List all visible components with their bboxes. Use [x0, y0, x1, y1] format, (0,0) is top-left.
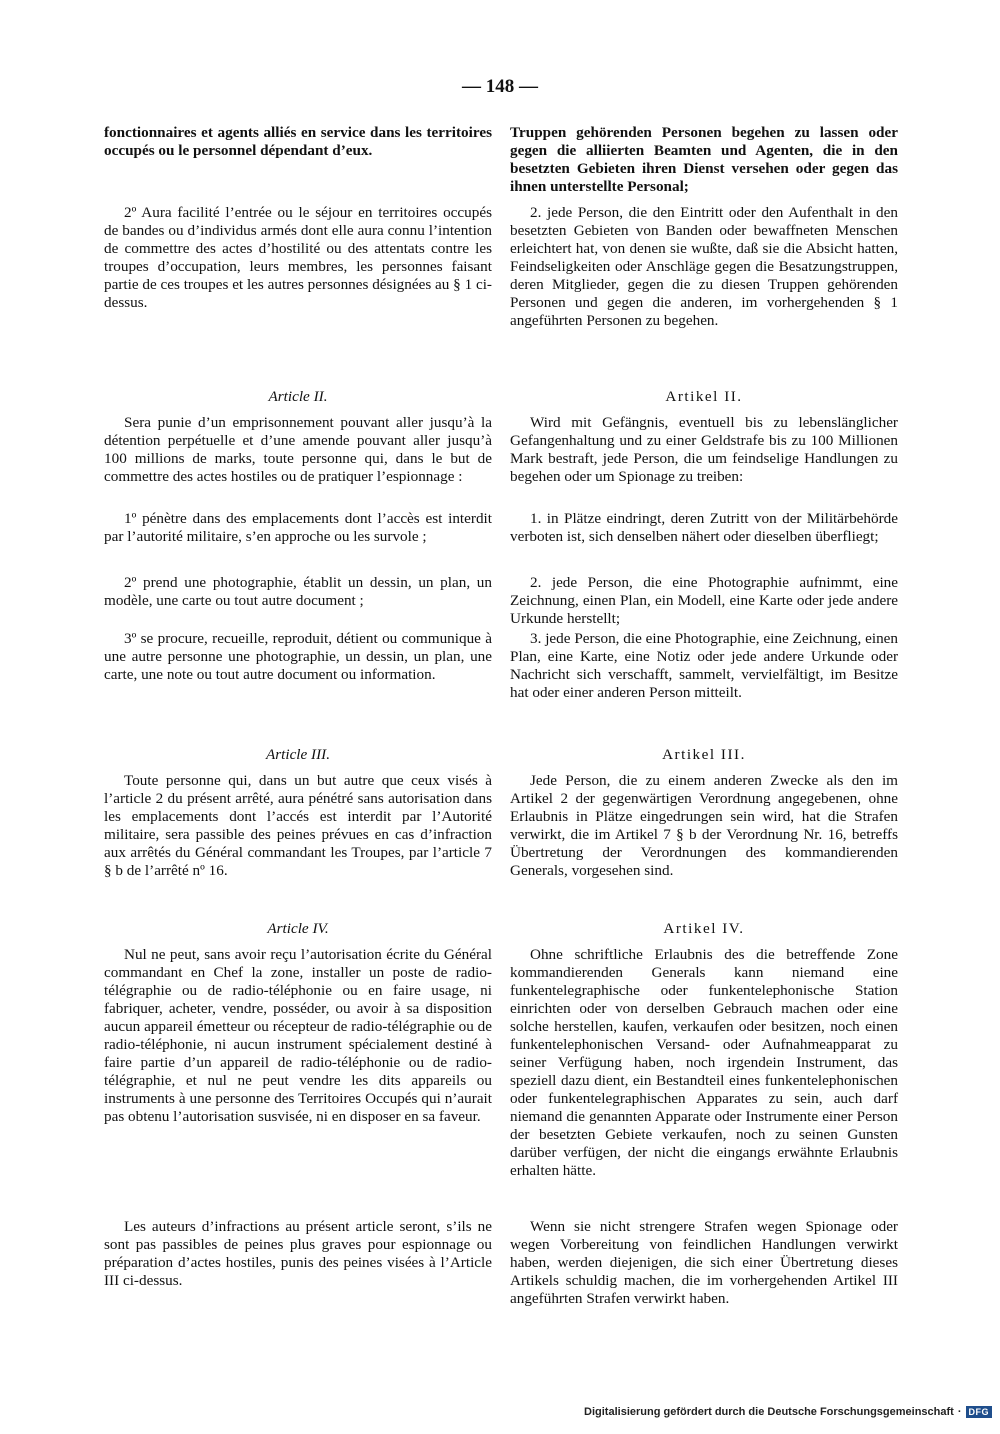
- french-article-2-heading: Article II.: [268, 388, 328, 405]
- dfg-logo-icon: DFG: [966, 1406, 993, 1418]
- german-article-4-penalty: Wenn sie nicht strengere Strafen wegen Spionage oder wegen Vorbereitung von feindlichen Handlungen verwirkt haben, werden diejenigen, die sich einer Übertretung dieses Artikels schuldig machen, die im vorhergehenden Artikel III angeführten Strafen verwirkt haben.: [510, 1218, 898, 1307]
- french-article-3-text: Toute personne qui, dans un but autre que ceux visés à l’article 2 du présent arrêté, aura pénétré sans autorisation dans les emplacements dont l’accés est interdit par l’Autorité militaire, sera passible des peines prévues en cas d’infraction aux arrêtés du Général commandant les Troupes, par l’article 7 § b de l’arrêté nº 16.: [104, 772, 492, 879]
- german-continuation: Truppen gehörenden Personen begehen zu lassen oder gegen die alliierten Beamten und Agenten, die in den besetzten Gebieten ihren Dienst versehen oder gegen das ihnen unterstellte Personal;: [510, 124, 898, 195]
- digitization-footer: [584, 1406, 992, 1418]
- german-article-2-heading: Artikel II.: [665, 388, 743, 405]
- german-article-3-heading: Artikel III.: [662, 746, 746, 763]
- french-article-2-item-2: 2º prend une photographie, établit un dessin, un plan, un modèle, une carte ou tout autre document ;: [104, 574, 492, 609]
- french-article-4-heading: Article IV.: [267, 920, 329, 937]
- german-article-3-text: Jede Person, die zu einem anderen Zwecke als den im Artikel 2 der gegenwärtigen Verordnung angegebenen, ohne Erlaubnis in Plätze eingedrungen sein wird, hat die Strafen verwirkt, die im Artikel 7 § b der Verordnung Nr. 16, betreffs Übertretung der Verordnungen des kommandierenden Generals, vorgesehen sind.: [510, 772, 898, 879]
- french-article-4-penalty: Les auteurs d’infractions au présent article seront, s’ils ne sont pas passibles de peines plus graves pour espionnage ou préparation d’actes hostiles, punis des peines visées à l’Article III ci-dessus.: [104, 1218, 492, 1289]
- footer-credit: Digitalisierung gefördert durch die Deutsche Forschungsgemeinschaft: [584, 1406, 954, 1418]
- german-article-2-item-1: 1. in Plätze eindringt, deren Zutritt von der Militärbehörde verboten ist, sich denselben nähert oder dieselben überfliegt;: [510, 510, 898, 545]
- footer-separator: ·: [957, 1406, 962, 1418]
- german-article-4-heading: Artikel IV.: [663, 920, 745, 937]
- french-continuation: fonctionnaires et agents alliés en service dans les territoires occupés ou le personnel dépendant d’eux.: [104, 124, 492, 159]
- page-number: — 148 —: [462, 76, 538, 97]
- french-article-3-heading: Article III.: [265, 746, 331, 763]
- german-article-2-item-2: 2. jede Person, die eine Photographie aufnimmt, eine Zeichnung, einen Plan, ein Modell, eine Karte oder jede andere Urkunde herstellt;: [510, 574, 898, 627]
- german-article-2-intro: Wird mit Gefängnis, eventuell bis zu lebenslänglicher Gefangenhaltung und zu einer Geldstrafe bis zu 100 Millionen Mark bestraft, jede Person, die um feindselige Handlungen zu begehen oder um Spionage zu treiben:: [510, 414, 898, 485]
- french-paragraph-2: 2º Aura facilité l’entrée ou le séjour en territoires occupés de bandes ou d’individus armés dont elle aura connu l’intention de commettre des actes d’hostilité ou des attentats contre les troupes d’occupation, leurs membres, les personnes faisant partie de ces troupes et les autres personnes désignées au § 1 ci-dessus.: [104, 204, 492, 311]
- german-paragraph-2: 2. jede Person, die den Eintritt oder den Aufenthalt in den besetzten Gebieten von Banden oder bewaffneten Menschen erleichtert hat, von denen sie wußte, daß sie die Absicht hatten, Feindseligkeiten oder Anschläge gegen die Besatzungstruppen, deren Mitglieder, gegen die zu diesen Truppen gehörenden Personen und gegen die anderen, im vorhergehenden § 1 angeführten Personen zu begehen.: [510, 204, 898, 329]
- french-article-2-item-3: 3º se procure, recueille, reproduit, détient ou communique à une autre personne une photographie, un dessin, un plan, une carte, une note ou tout autre document ou information.: [104, 630, 492, 683]
- german-article-4-text: Ohne schriftliche Erlaubnis des die betreffende Zone kommandierenden Generals kann niemand eine funkentelegraphische oder funkentelephonische Station einrichten oder von derselben Gebrauch machen oder eine solche herstellen, kaufen, verkaufen oder besitzen, noch einen funkentelephonischen Versand- oder Aufnahmeapparat zu seiner Verfügung haben, noch irgendein Instrument, das speziell dazu dient, ein Bestandteil eines funkentelephonischen oder funkentelegraphischen Apparates zu sein, auch darf niemand die genannten Apparate oder Instrumente einer Person der besetzten Gebiete verkaufen, noch zu seinen Gunsten darüber verfügen, der nicht die eingangs erwähnte Erlaubnis erhalten hätte.: [510, 946, 898, 1179]
- french-article-4-text: Nul ne peut, sans avoir reçu l’autorisation écrite du Général commandant en Chef la zone, installer un poste de radio-télégraphie ou de radio-téléphonie ou en faire usage, ni fabriquer, acheter, vendre, posséder, ou avoir à sa disposition aucun appareil émetteur ou récepteur de radio-télégraphie ou de radio-téléphonie, ni aucun instrument spécialement destiné à faire partie d’un appareil de radio-téléphonie ou de radio-télégraphie, et nul ne peut vendre les dits appareils ou instruments à une personne des Territoires Occupés qui n’aurait pas obtenu l’autorisation susvisée, ni en disposer en sa faveur.: [104, 946, 492, 1125]
- french-article-2-item-1: 1º pénètre dans des emplacements dont l’accès est interdit par l’autorité militaire, s’en approche ou les survole ;: [104, 510, 492, 545]
- german-article-2-item-3: 3. jede Person, die eine Photographie, eine Zeichnung, einen Plan, eine Karte, eine Notiz oder jede andere Urkunde oder Nachricht sich verschafft, sammelt, vervielfältigt, im Besitze hat oder einer anderen Person mitteilt.: [510, 630, 898, 701]
- french-article-2-intro: Sera punie d’un emprisonnement pouvant aller jusqu’à la détention perpétuelle et d’une amende pouvant aller jusqu’à 100 millions de marks, toute personne qui, dans le but de commettre des actes hostiles ou de pratiquer l’espionnage :: [104, 414, 492, 485]
